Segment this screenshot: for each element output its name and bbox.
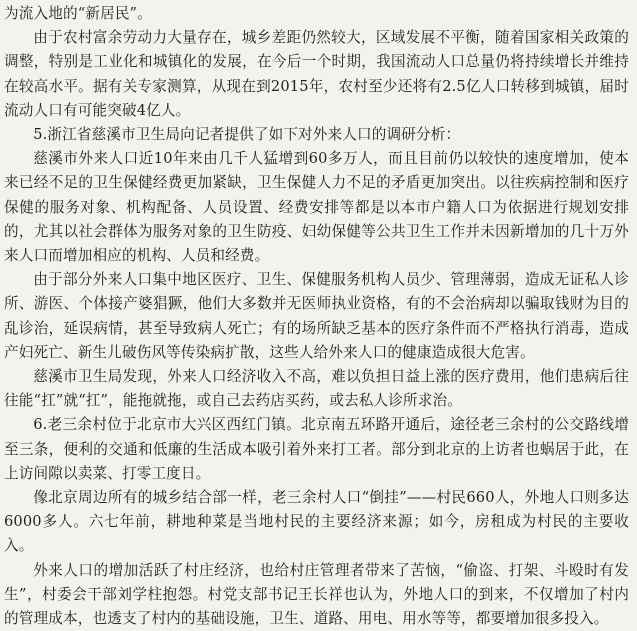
paragraph-item-5-heading: 5.浙江省慈溪市卫生局向记者提供了如下对外来人口的调研分析： <box>33 126 461 144</box>
paragraph-village-management: 外来人口的增加活跃了村庄经济，也给村庄管理者带来了苦恼，“偷盗、打架、斗殴时有发生”，村委会干部刘学柱抱怨。村党支部书记王长祥也认为，外地人口的到来，不仅增加了村内的管理成本，也透支了村内的基础设施，卫生、道路、用电、用水等等，都要增加很多投入。 <box>4 561 629 628</box>
paragraph-population-inversion: 像北京周边所有的城乡结合部一样，老三余村人口“倒挂”——村民660人，外地人口则多达6000多人。六七年前，耕地种菜是当地村民的主要经济来源；如今，房租成为村民的主要收入。 <box>4 489 629 555</box>
paragraph-cixi-clinics: 由于部分外来人口集中地区医疗、卫生、保健服务机构人员少、管理薄弱，造成无证私人诊所、游医、个体接产婆猖獗，他们大多数并无医师执业资格，有的不会治病却以骗取钱财为目的乱诊治，延误病情，甚至导致病人死亡；有的场所缺乏基本的医疗条件而不严格执行消毒，造成产妇死亡、新生儿破伤风等传染病扩散，这些人给外来人口的健康造成很大危害。 <box>4 271 629 361</box>
paragraph-continuation: 为流入地的“新居民”。 <box>4 5 152 22</box>
paragraph-item-6-laosanyu: 6.老三余村位于北京市大兴区西红门镇。北京南五环路开通后，途径老三余村的公交路线增至三条，便利的交通和低廉的生活成本吸引着外来打工者。部分到北京的上访者也蜗居于此，在上访间隙以卖菜、打零工度日。 <box>4 416 629 482</box>
paragraph-cixi-costs: 慈溪市卫生局发现，外来人口经济收入不高，难以负担日益上涨的医疗费用，他们患病后往往能“扛”就“扛”，能拖就拖，或自己去药店买药，或去私人诊所求治。 <box>4 368 629 410</box>
paragraph-cixi-funding: 慈溪市外来人口近10年来由几千人猛增到60多万人，而且目前仍以较快的速度增加，使本来已经不足的卫生保健经费更加紧缺，卫生保健人力不足的矛盾更加突出。以往疾病控制和医疗保健的服务对象、机构配备、人员设置、经费安排等都是以本市户籍人口为依据进行规划安排的，尤其以社会群体为服务对象的卫生防疫、妇幼保健等公共卫生工作并未因新增加的几十万外来人口而增加相应的机构、人员和经费。 <box>4 150 629 265</box>
paragraph-migration-trend: 由于农村富余劳动力大量存在，城乡差距仍然较大，区域发展不平衡，随着国家相关政策的调整，特别是工业化和城镇化的发展，在今后一个时期，我国流动人口总量仍将持续增长并维持在较高水平。据有关专家测算，从现在到2015年，农村至少还将有2.5亿人口转移到城镇，届时流动人口有可能突破4亿人。 <box>4 29 629 119</box>
